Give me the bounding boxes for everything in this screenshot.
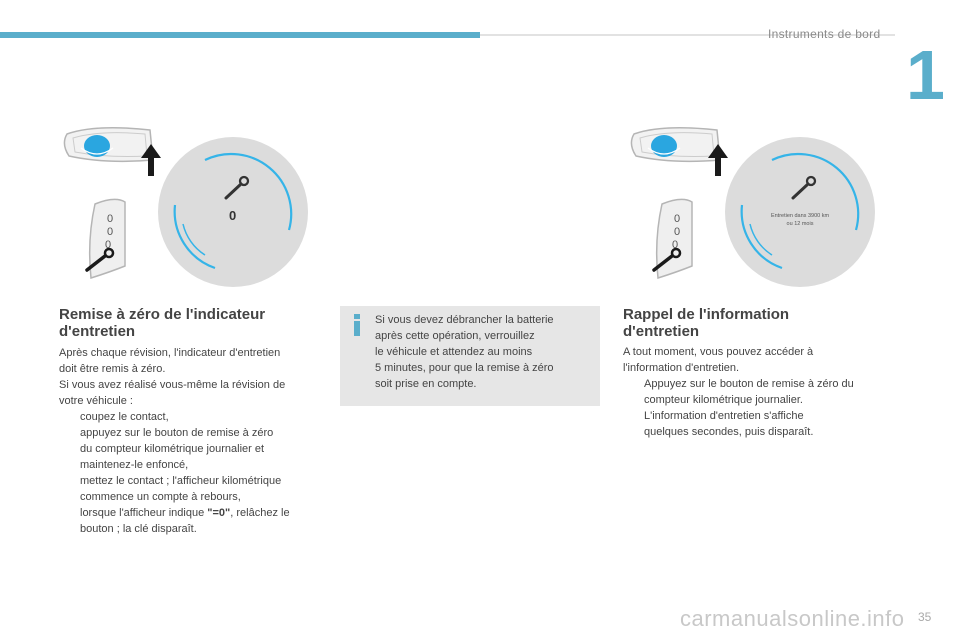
trip-digit: 0: [107, 226, 114, 238]
step-text: L'information d'entretien s'affiche: [644, 410, 804, 422]
watermark: carmanualsonline.info: [680, 606, 905, 631]
info-line: le véhicule et attendez au moins: [375, 346, 533, 358]
intro-line: Si vous avez réalisé vous-même la révision de: [59, 379, 286, 391]
gauge-dial: [158, 137, 308, 287]
intro-line: votre véhicule :: [59, 395, 133, 407]
title-line: d'entretien: [623, 323, 700, 340]
list-item: [623, 376, 898, 440]
step-emphasis: "=0": [207, 507, 231, 519]
intro-line: A tout moment, vous pouvez accéder à: [623, 346, 814, 358]
page-number: 35: [918, 610, 932, 624]
recall-steps-list: [623, 376, 898, 440]
trip-digit: 0: [674, 213, 681, 225]
step-text: appuyez sur le bouton de remise à zéro: [80, 427, 274, 439]
list-item: [59, 473, 329, 505]
title-line: Remise à zéro de l'indicateur: [59, 306, 266, 323]
step-text: bouton ; la clé disparaît.: [80, 523, 197, 535]
info-line: soit prise en compte.: [375, 378, 477, 390]
intro-line: l'information d'entretien.: [623, 362, 740, 374]
chapter-title: Instruments de bord: [768, 27, 881, 41]
info-line: 5 minutes, pour que la remise à zéro: [375, 362, 554, 374]
info-line: Si vous devez débrancher la batterie: [375, 314, 554, 326]
reset-steps-list: [59, 409, 329, 537]
intro-line: Après chaque révision, l'indicateur d'entretien: [59, 347, 281, 359]
step-text: , relâchez le: [230, 507, 290, 519]
step-text: maintenez-le enfoncé,: [80, 459, 189, 471]
header-accent-bar: [0, 32, 480, 38]
recall-intro: [623, 344, 893, 376]
list-item: [59, 409, 329, 425]
step-text: coupez le contact,: [80, 411, 169, 423]
info-icon: [352, 314, 362, 336]
steering-stalk: [631, 128, 720, 162]
trip-odometer: [87, 199, 125, 278]
recall-section-title: [623, 306, 883, 340]
gauge-dial: [725, 137, 875, 287]
step-text: Appuyez sur le bouton de remise à zéro du: [644, 378, 854, 390]
step-text: quelques secondes, puis disparaît.: [644, 426, 814, 438]
intro-line: doit être remis à zéro.: [59, 363, 166, 375]
trip-digit: 0: [105, 239, 112, 251]
gauge-display-line: ou 12 mois: [786, 221, 814, 227]
gauge-display-line: Entretien dans 3900 km: [770, 213, 830, 219]
recall-illustration: [622, 120, 892, 300]
gauge-display-value: 0: [229, 208, 237, 223]
reset-section-title: [59, 306, 319, 340]
chapter-number: 1: [906, 36, 945, 114]
trip-odometer: [654, 199, 692, 278]
trip-digit: 0: [107, 213, 114, 225]
step-text: du compteur kilométrique journalier et: [80, 443, 265, 455]
reset-intro: [59, 345, 329, 409]
step-text: lorsque l'afficheur indique: [80, 507, 208, 519]
title-line: Rappel de l'information: [623, 306, 790, 323]
reset-illustration: [55, 120, 320, 300]
step-text: compteur kilométrique journalier.: [644, 394, 803, 406]
step-text: commence un compte à rebours,: [80, 491, 241, 503]
trip-digit: 0: [674, 226, 681, 238]
steering-stalk: [64, 128, 153, 162]
trip-digit: 0: [672, 239, 679, 251]
info-line: après cette opération, verrouillez: [375, 330, 535, 342]
info-box: [340, 306, 600, 406]
list-item: [59, 505, 329, 537]
list-item: [59, 425, 329, 473]
info-text: [375, 312, 590, 392]
title-line: d'entretien: [59, 323, 136, 340]
step-text: mettez le contact ; l'afficheur kilométrique: [80, 475, 282, 487]
